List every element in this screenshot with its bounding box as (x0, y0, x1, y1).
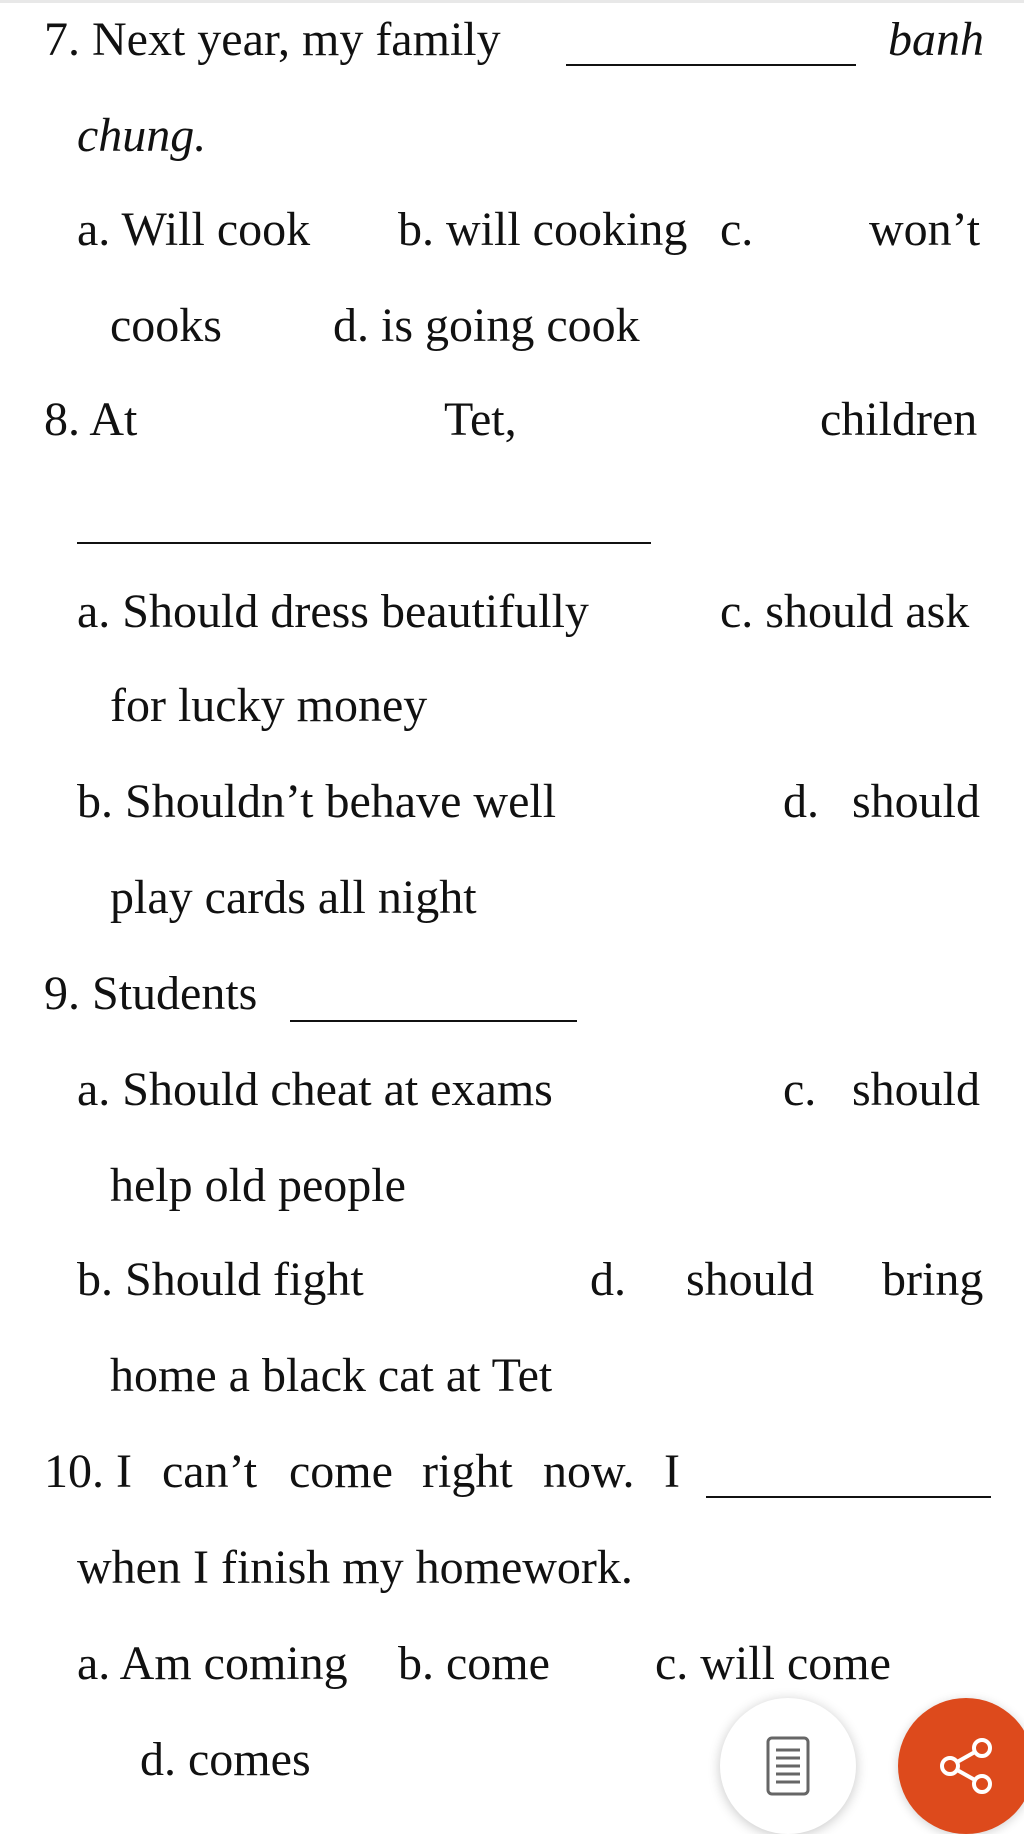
q7-stem: 7. Next year, my family (44, 13, 501, 66)
q7-option-b[interactable]: b. will cooking (398, 203, 688, 256)
document-button[interactable] (720, 1698, 856, 1834)
q9-option-d-letter[interactable]: d. (590, 1253, 626, 1306)
q9-stem: 9. Students (44, 967, 258, 1020)
q7-option-a[interactable]: a. Will cook (77, 203, 311, 256)
q9-option-a[interactable]: a. Should cheat at exams (77, 1063, 553, 1116)
q10-option-c[interactable]: c. will come (655, 1637, 891, 1690)
top-edge-divider (0, 0, 1024, 3)
q9-option-c-word[interactable]: should (852, 1063, 981, 1116)
q9-answer-blank[interactable] (290, 1020, 577, 1022)
q10-stem-w3: come (289, 1445, 393, 1498)
q8-option-b[interactable]: b. Shouldn’t behave well (77, 775, 557, 828)
document-list-icon (766, 1736, 810, 1796)
q8-answer-blank[interactable] (77, 542, 651, 544)
q10-option-d[interactable]: d. comes (140, 1733, 311, 1786)
q8-option-d-cont[interactable]: play cards all night (110, 871, 477, 924)
q10-stem-w1: 10. I (44, 1445, 132, 1498)
q10-stem-w2: can’t (162, 1445, 258, 1498)
q9-option-d-word1[interactable]: should (686, 1253, 815, 1306)
q7-answer-blank[interactable] (566, 64, 856, 66)
q10-stem-cont: when I finish my homework. (77, 1541, 633, 1594)
q10-option-a[interactable]: a. Am coming (77, 1637, 348, 1690)
q8-option-c[interactable]: c. should ask (720, 585, 970, 638)
q10-stem-w6: I (664, 1445, 680, 1498)
q7-option-d[interactable]: d. is going cook (333, 299, 640, 352)
q7-option-c-word2[interactable]: cooks (110, 299, 222, 352)
q7-option-c-word1[interactable]: won’t (869, 203, 981, 256)
q9-option-d-cont[interactable]: home a black cat at Tet (110, 1349, 553, 1402)
q10-stem-w4: right (422, 1445, 513, 1498)
q10-stem-w5: now. (543, 1445, 635, 1498)
q8-option-d-word[interactable]: should (852, 775, 981, 828)
q8-stem-children: children (820, 393, 978, 446)
q8-option-c-cont[interactable]: for lucky money (110, 679, 428, 732)
q8-stem-at: 8. At (44, 393, 138, 446)
q8-stem-tet: Tet, (444, 393, 517, 446)
share-button[interactable] (898, 1698, 1024, 1834)
q7-option-c-letter[interactable]: c. (720, 203, 754, 256)
q9-option-b[interactable]: b. Should fight (77, 1253, 364, 1306)
q10-option-b[interactable]: b. come (398, 1637, 550, 1690)
q9-option-d-word2[interactable]: bring (882, 1253, 984, 1306)
q8-option-d-letter[interactable]: d. (783, 775, 819, 828)
q9-option-c-cont[interactable]: help old people (110, 1159, 406, 1212)
q9-option-c-letter[interactable]: c. (783, 1063, 817, 1116)
q7-stem-chung: chung. (77, 109, 207, 162)
share-icon (934, 1734, 998, 1798)
q8-option-a[interactable]: a. Should dress beautifully (77, 585, 589, 638)
q7-stem-banh: banh (888, 13, 984, 66)
q10-answer-blank[interactable] (706, 1496, 991, 1498)
